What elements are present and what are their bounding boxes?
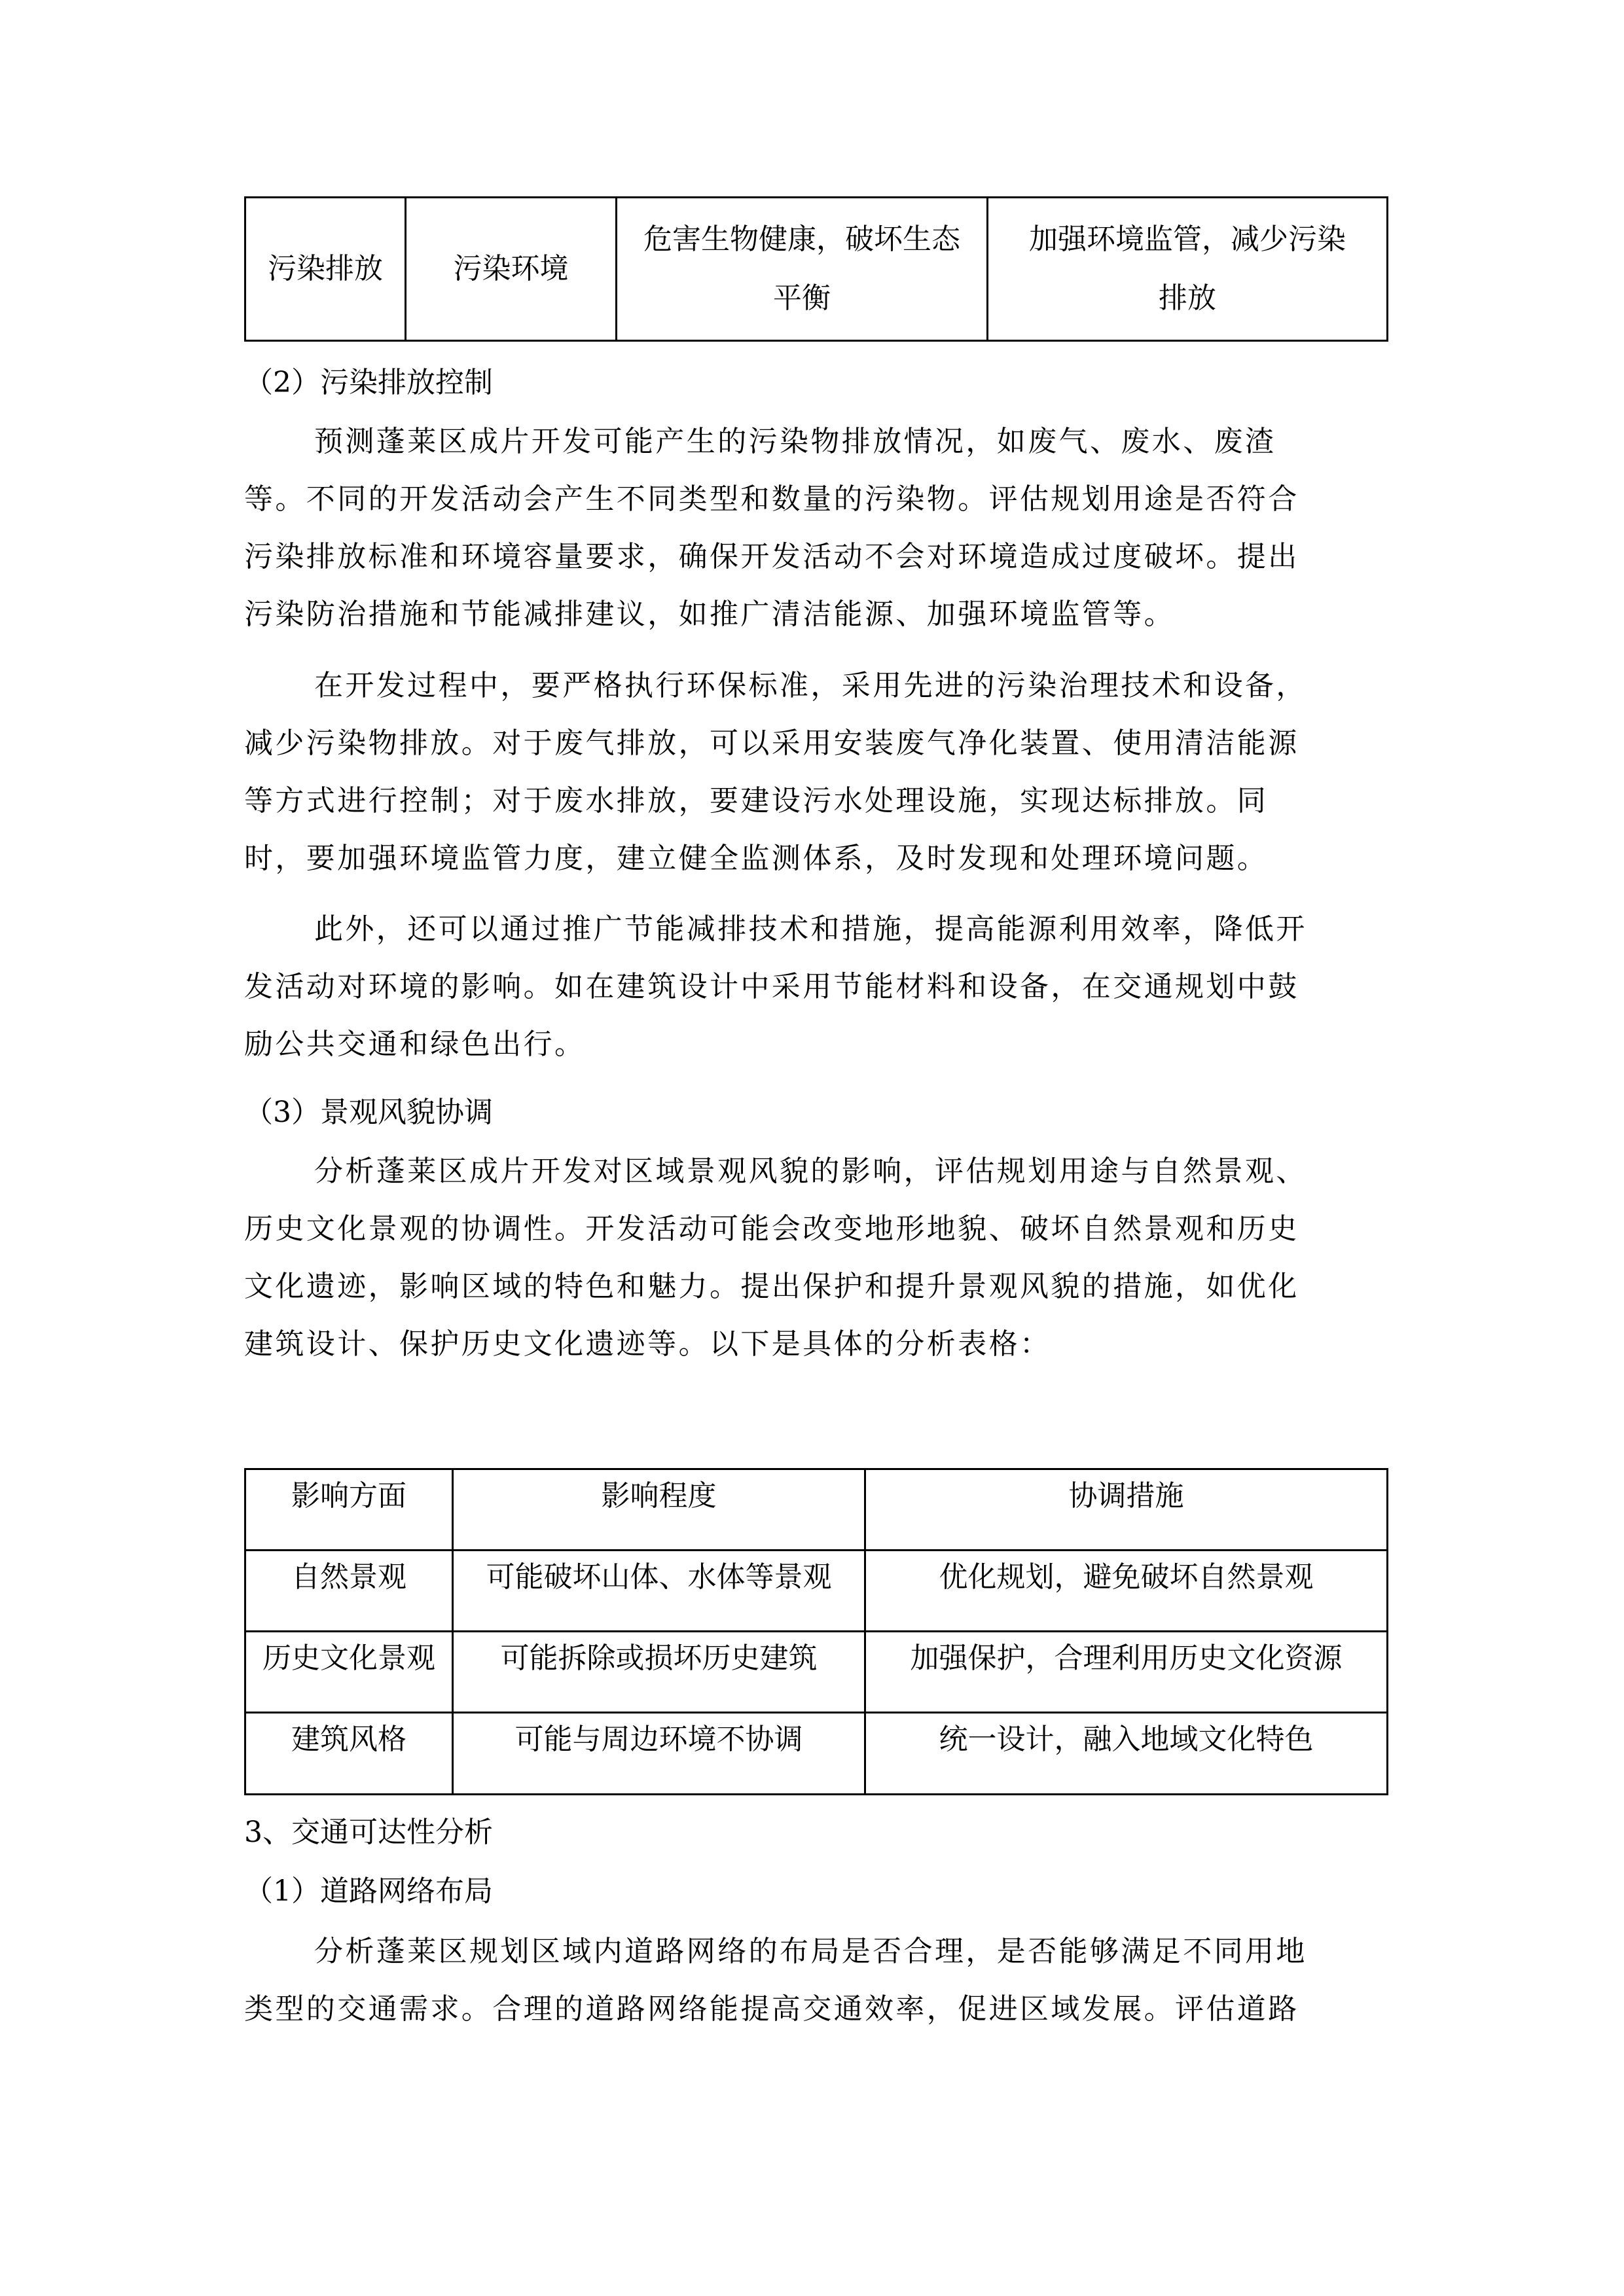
paragraph-line: 等方式进行控制；对于废水排放，要建设污水处理设施，实现达标排放。同 <box>244 784 1269 817</box>
chapter-heading: 3、交通可达性分析 <box>244 1816 493 1849</box>
cell-line: 加强环境监管，减少污染 <box>1029 223 1346 256</box>
paragraph-line: 建筑设计、保护历史文化遗迹等。以下是具体的分析表格： <box>244 1327 1051 1361</box>
section-heading: （2）污染排放控制 <box>244 366 493 399</box>
cell-line: 平衡 <box>773 281 831 315</box>
pollution-impact-table <box>244 196 1388 342</box>
paragraph-line: 分析蓬莱区成片开发对区域景观风貌的影响，评估规划用途与自然景观、 <box>314 1155 1307 1188</box>
paragraph-line: 历史文化景观的协调性。开发活动可能会改变地形地貌、破坏自然景观和历史 <box>244 1212 1299 1246</box>
table-cell: 污染排放 <box>245 198 406 341</box>
table-cell: 优化规划，避免破坏自然景观 <box>865 1551 1388 1632</box>
table-header-row <box>245 1469 1388 1551</box>
paragraph-line: 污染防治措施和节能减排建议，如推广清洁能源、加强环境监管等。 <box>244 598 1175 631</box>
table-header-cell: 协调措施 <box>865 1469 1388 1551</box>
section-heading: （3）景观风貌协调 <box>244 1096 493 1129</box>
table-cell: 自然景观 <box>245 1551 453 1632</box>
table-cell: 可能拆除或损坏历史建筑 <box>453 1632 865 1713</box>
table-header-cell: 影响程度 <box>453 1469 865 1551</box>
table-cell: 污染环境 <box>406 198 617 341</box>
paragraph-line: 预测蓬莱区成片开发可能产生的污染物排放情况，如废气、废水、废渣 <box>314 425 1276 458</box>
table-header-cell: 影响方面 <box>245 1469 453 1551</box>
paragraph-line: 污染排放标准和环境容量要求，确保开发活动不会对环境造成过度破坏。提出 <box>244 540 1299 573</box>
table-row <box>245 1551 1388 1632</box>
paragraph-line: 在开发过程中，要严格执行环保标准，采用先进的污染治理技术和设备， <box>314 669 1307 702</box>
cell-line: 排放 <box>1159 281 1216 315</box>
paragraph-line: 等。不同的开发活动会产生不同类型和数量的污染物。评估规划用途是否符合 <box>244 482 1299 516</box>
table-cell <box>988 198 1388 341</box>
paragraph-line: 减少污染物排放。对于废气排放，可以采用安装废气净化装置、使用清洁能源 <box>244 726 1299 760</box>
table-cell: 可能破坏山体、水体等景观 <box>453 1551 865 1632</box>
paragraph-line: 发活动对环境的影响。如在建筑设计中采用节能材料和设备，在交通规划中鼓 <box>244 970 1299 1003</box>
table-cell: 统一设计，融入地域文化特色 <box>865 1713 1388 1795</box>
paragraph-line: 时，要加强环境监管力度，建立健全监测体系，及时发现和处理环境问题。 <box>244 842 1269 875</box>
cell-line: 危害生物健康，破坏生态 <box>643 223 960 256</box>
table-cell: 历史文化景观 <box>245 1632 453 1713</box>
paragraph-line: 励公共交通和绿色出行。 <box>244 1028 586 1061</box>
table-cell: 建筑风格 <box>245 1713 453 1795</box>
paragraph-line: 分析蓬莱区规划区域内道路网络的布局是否合理，是否能够满足不同用地 <box>314 1935 1307 1968</box>
paragraph-line: 此外，还可以通过推广节能减排技术和措施，提高能源利用效率，降低开 <box>314 912 1307 946</box>
paragraph-line: 文化遗迹，影响区域的特色和魅力。提出保护和提升景观风貌的措施，如优化 <box>244 1270 1299 1303</box>
section-heading: （1）道路网络布局 <box>244 1874 493 1908</box>
table-row <box>245 1713 1388 1795</box>
table-cell: 可能与周边环境不协调 <box>453 1713 865 1795</box>
landscape-analysis-table <box>244 1468 1388 1795</box>
table-cell: 加强保护，合理利用历史文化资源 <box>865 1632 1388 1713</box>
paragraph-line: 类型的交通需求。合理的道路网络能提高交通效率，促进区域发展。评估道路 <box>244 1992 1299 2026</box>
table-row <box>245 1632 1388 1713</box>
table-cell <box>617 198 988 341</box>
table-row <box>245 198 1388 341</box>
